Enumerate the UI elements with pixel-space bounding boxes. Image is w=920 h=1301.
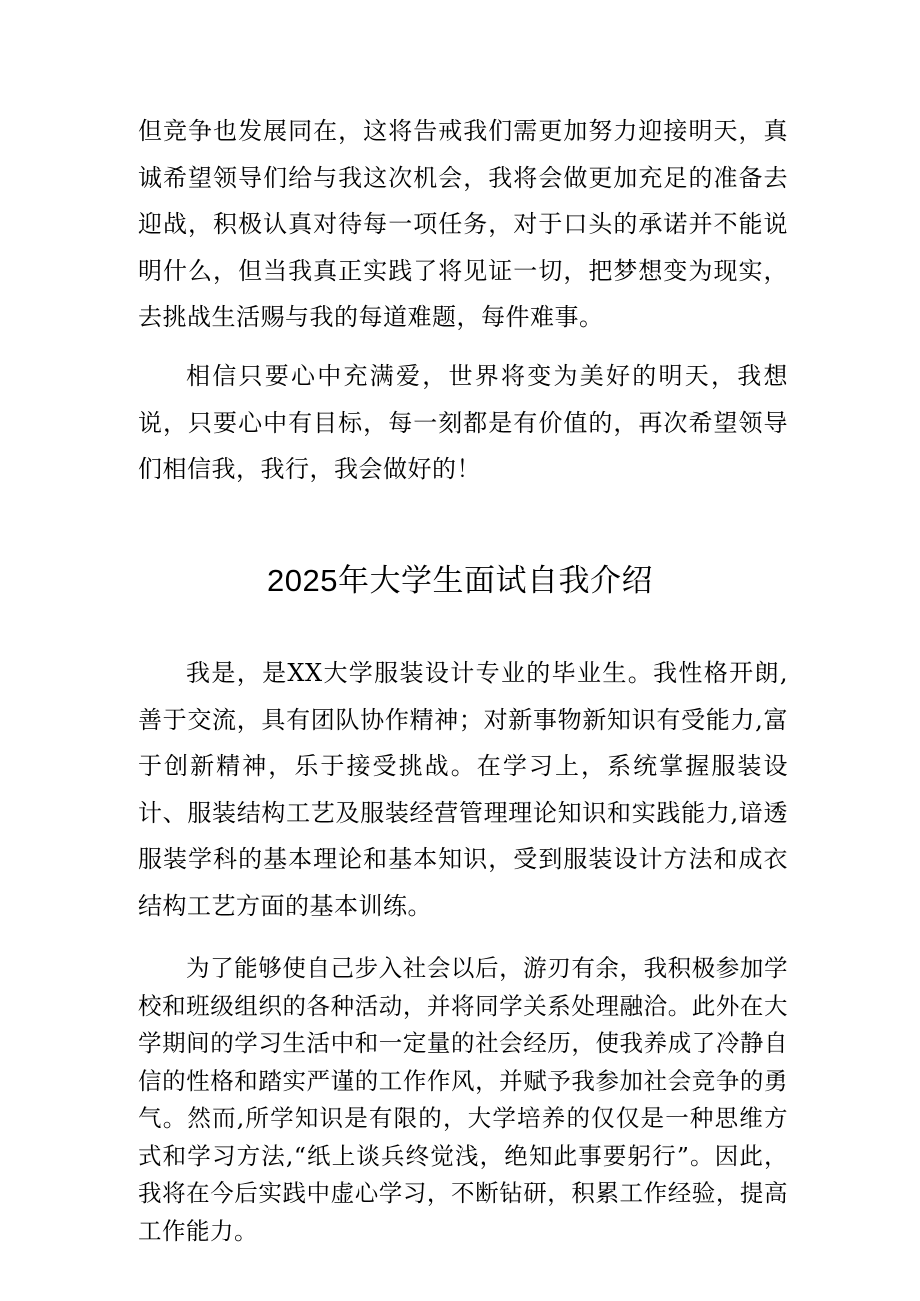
paragraph-activities: 为了能够使自己步入社会以后，游刃有余，我积极参加学校和班级组织的各种活动，并将同学关系处理融洽。此外在大学期间的学习生活中和一定量的社会经历，使我养成了冷静自信的性格和踏实严谨的工作作风，并赋予我参加社会竞争的勇气。然而,所学知识是有限的，大学培养的仅仅是一种思维方式和学习方法,“纸上谈兵终觉浅，绝知此事要躬行”。因此，我将在今后实践中虚心学习，不断钻研，积累工作经验，提高工作能力。 [138,954,788,1245]
paragraph-continued: 但竞争也发展同在，这将告戒我们需更加努力迎接明天，真诚希望领导们给与我这次机会，我将会做更加充足的准备去迎战，积极认真对待每一项任务，对于口头的承诺并不能说明什么，但当我真正实践了将见证一切，把梦想变为现实，去挑战生活赐与我的每道难题，每件难事。 [138,117,788,331]
paragraph-closing: 相信只要心中充满爱，世界将变为美好的明天，我想说，只要心中有目标，每一刻都是有价值的，再次希望领导们相信我，我行，我会做好的！ [138,362,788,483]
paragraph-introduction: 我是，是XX大学服装设计专业的毕业生。我性格开朗,善于交流，具有团队协作精神；对新事物新知识有受能力,富于创新精神，乐于接受挑战。在学习上，系统掌握服装设计、服装结构工艺及服装经营管理理论知识和实践能力,谙透服装学科的基本理论和基本知识，受到服装设计方法和成衣结构工艺方面的基本训练。 [138,659,788,920]
section-title: 2025年大学生面试自我介绍 [267,563,653,598]
